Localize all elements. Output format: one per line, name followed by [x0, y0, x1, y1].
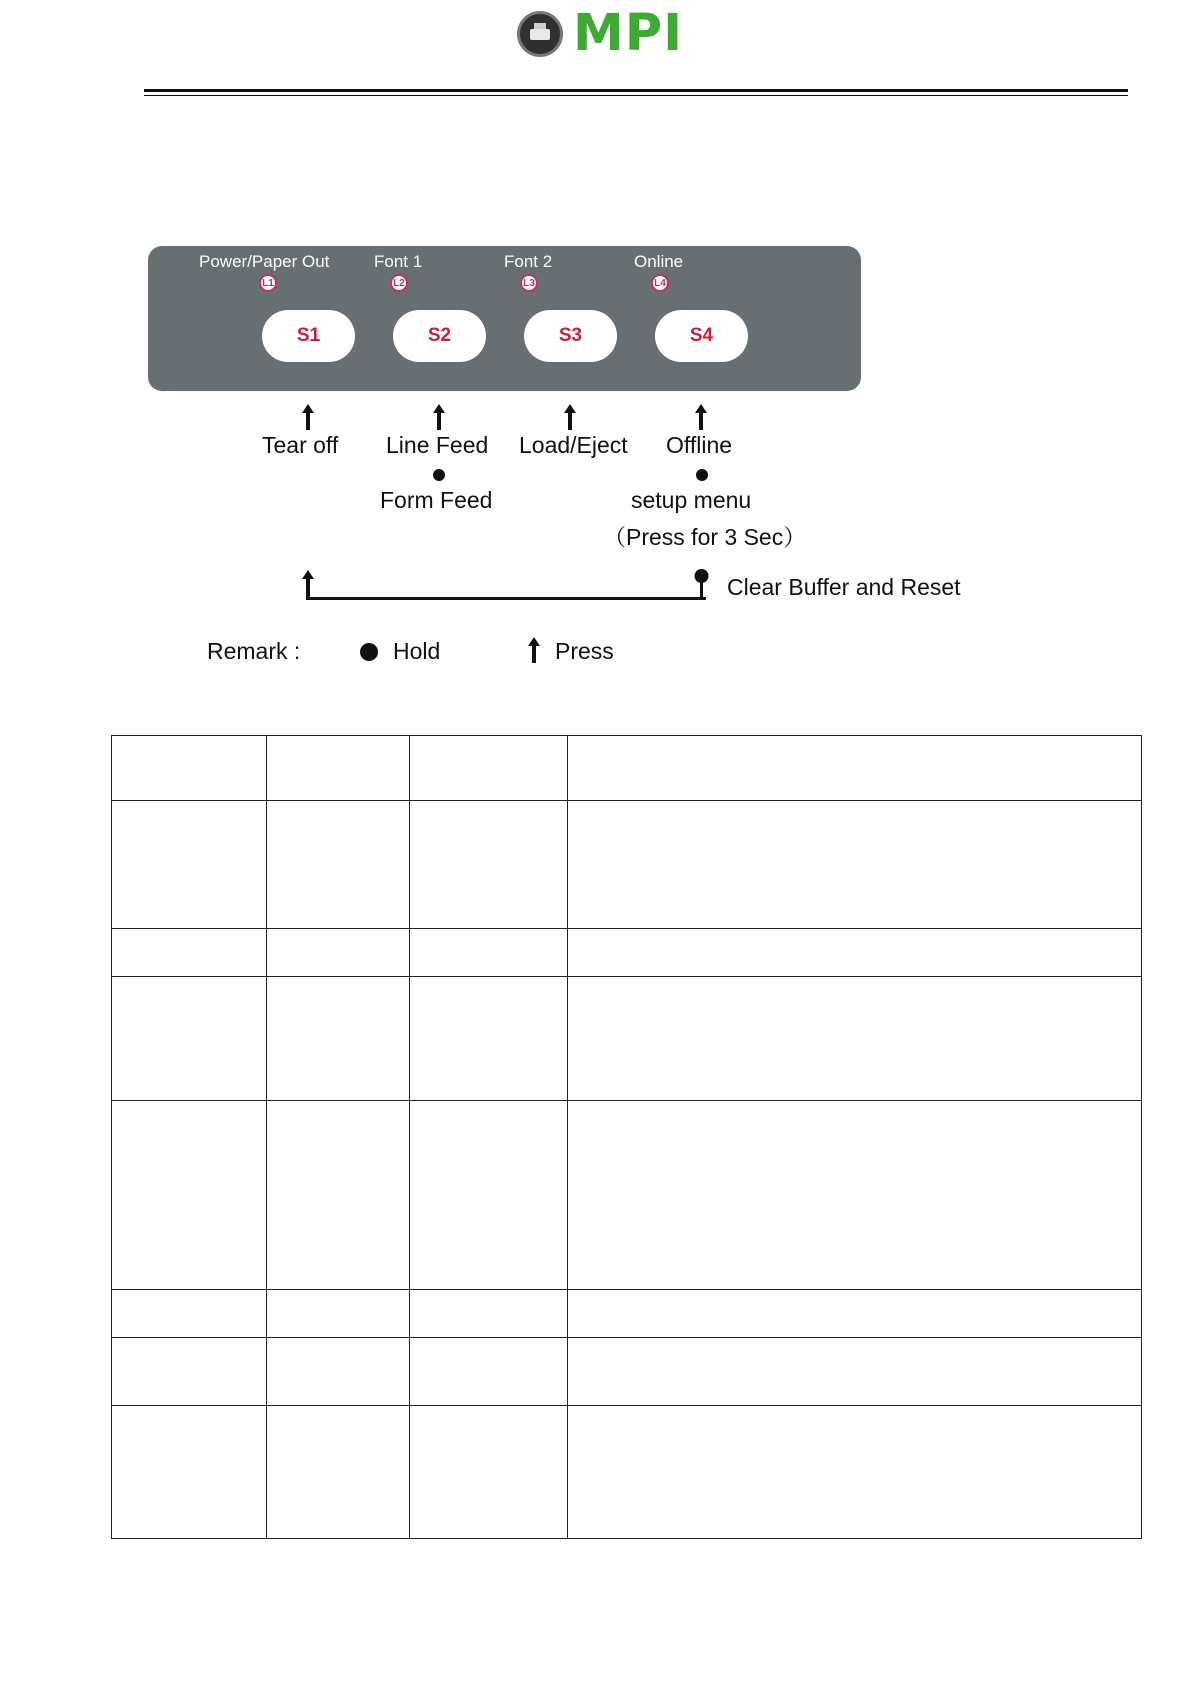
table-cell [267, 1101, 410, 1290]
led-label-l2: Font 1 [374, 252, 423, 271]
press-legend-icon [527, 637, 541, 663]
brand-name: MPI [573, 4, 684, 63]
table-row [112, 1406, 1142, 1539]
table-cell [568, 1101, 1142, 1290]
spec-table [111, 735, 1142, 1539]
press-arrow-icon [432, 404, 446, 430]
s4-hold-label: setup menu [631, 487, 752, 513]
table-row [112, 1338, 1142, 1406]
table-cell [410, 1406, 568, 1539]
led-label-l1: Power/Paper Out [199, 252, 330, 271]
table-cell [568, 1406, 1142, 1539]
table-row [112, 801, 1142, 929]
table-cell [267, 929, 410, 977]
table-row [112, 1290, 1142, 1338]
remark-label: Remark : [207, 638, 301, 664]
table-cell [568, 977, 1142, 1101]
header-rule-thin [144, 95, 1128, 96]
table-cell [267, 736, 410, 801]
table-row [112, 736, 1142, 801]
table-cell [112, 736, 267, 801]
table-cell [410, 801, 568, 929]
hold-dot-icon [433, 469, 445, 481]
key-s4: S4 [655, 310, 748, 362]
s3-press-label: Load/Eject [519, 432, 628, 458]
s4-press-label: Offline [666, 432, 733, 458]
press-arrow-icon [301, 404, 315, 430]
printer-icon [517, 11, 563, 57]
table-cell [267, 1290, 410, 1338]
s4-hold-note: （Press for 3 Sec） [603, 524, 807, 550]
table-cell [112, 929, 267, 977]
table-cell [112, 1338, 267, 1406]
led-l2: L2 [390, 274, 408, 292]
combo-bracket [298, 568, 718, 602]
led-l1: L1 [259, 274, 277, 292]
table-cell [267, 1406, 410, 1539]
led-l4: L4 [651, 274, 669, 292]
table-cell [568, 736, 1142, 801]
table-cell [410, 1101, 568, 1290]
header-rule [144, 89, 1128, 92]
table-cell [410, 736, 568, 801]
led-l3: L3 [520, 274, 538, 292]
table-cell [568, 1338, 1142, 1406]
table-cell [112, 1101, 267, 1290]
table-row [112, 977, 1142, 1101]
table-cell [112, 801, 267, 929]
table-cell [568, 1290, 1142, 1338]
s2-press-label: Line Feed [386, 432, 489, 458]
combo-label: Clear Buffer and Reset [727, 574, 961, 600]
press-arrow-icon [694, 404, 708, 430]
table-cell [267, 1338, 410, 1406]
table-cell [112, 977, 267, 1101]
led-label-l4: Online [634, 252, 684, 271]
table-cell [267, 801, 410, 929]
key-s3: S3 [524, 310, 617, 362]
s2-hold-label: Form Feed [380, 487, 493, 513]
table-cell [112, 1406, 267, 1539]
table-row [112, 929, 1142, 977]
hold-legend-label: Hold [393, 638, 441, 664]
table-cell [410, 929, 568, 977]
brand-logo [517, 4, 684, 63]
key-s2: S2 [393, 310, 486, 362]
led-label-l3: Font 2 [504, 252, 553, 271]
hold-dot-icon [696, 469, 708, 481]
table-cell [410, 1290, 568, 1338]
table-row [112, 1101, 1142, 1290]
table-cell [267, 977, 410, 1101]
hold-legend-icon [360, 643, 378, 661]
table-cell [112, 1290, 267, 1338]
key-s1: S1 [262, 310, 355, 362]
press-arrow-icon [563, 404, 577, 430]
s1-press-label: Tear off [262, 432, 339, 458]
table-cell [410, 1338, 568, 1406]
table-cell [568, 929, 1142, 977]
press-legend-label: Press [555, 638, 614, 664]
table-cell [568, 801, 1142, 929]
table-cell [410, 977, 568, 1101]
